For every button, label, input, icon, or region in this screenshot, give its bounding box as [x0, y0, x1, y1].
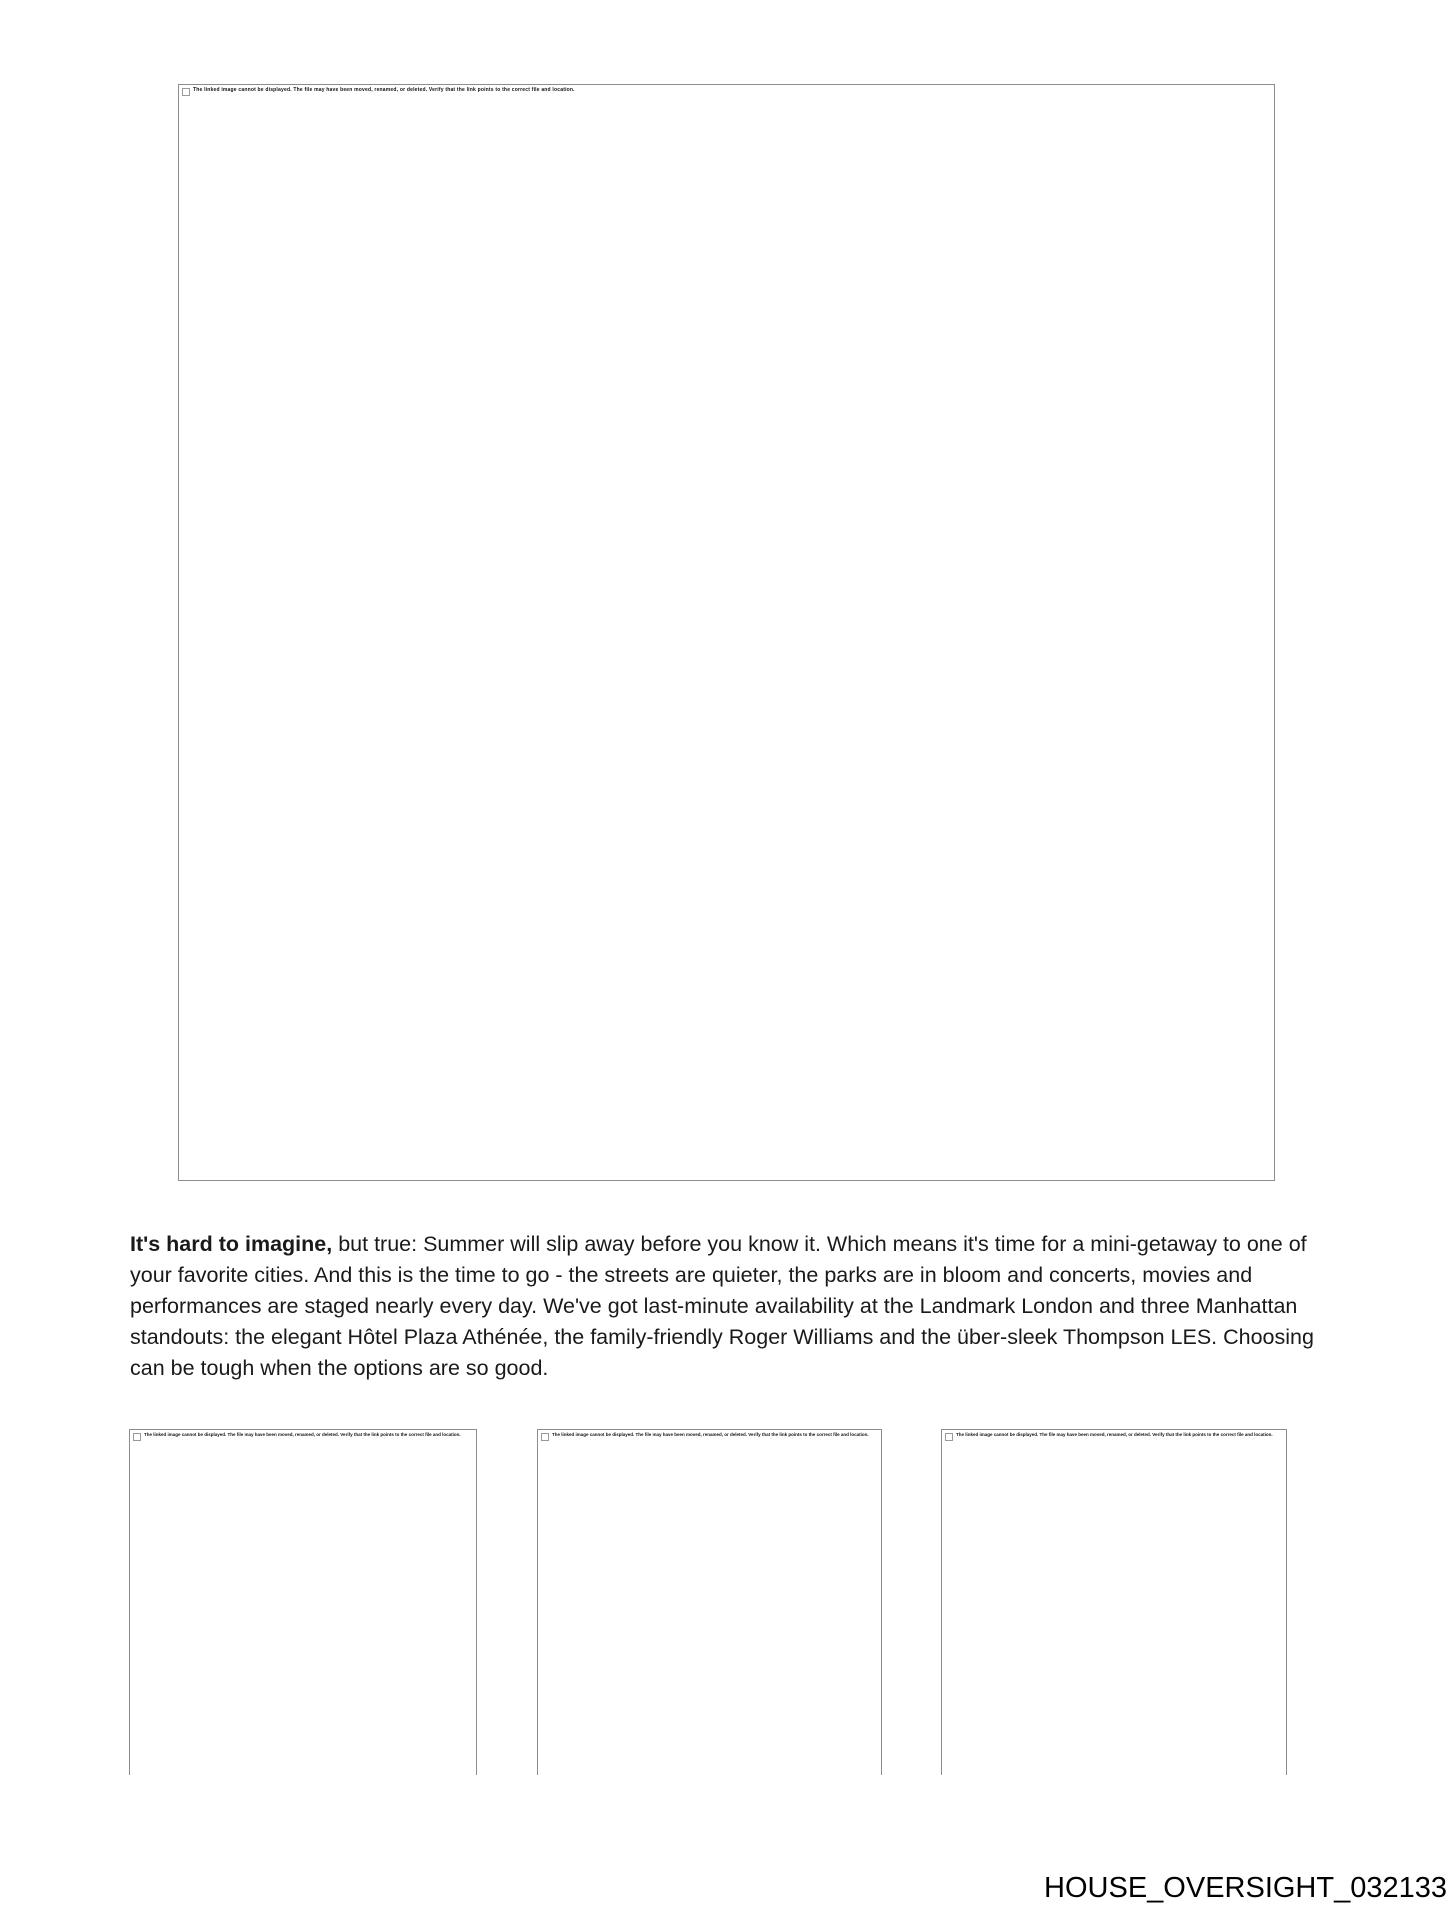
paragraph-bold-lead: It's hard to imagine,	[130, 1232, 333, 1256]
paragraph-line-5: can be tough when the options are so good.	[130, 1356, 549, 1380]
broken-image-icon	[133, 1433, 141, 1441]
broken-image-alt-row	[942, 1430, 1286, 1443]
broken-image-alt-row	[179, 85, 1274, 98]
broken-image-alt-text: The linked image cannot be displayed. The file may have been moved, renamed, or deleted. Verify that the link points to the correct file and location.	[552, 1432, 869, 1437]
broken-image-placeholder-2	[537, 1429, 882, 1775]
bates-number: HOUSE_OVERSIGHT_032133	[1044, 1872, 1447, 1904]
paragraph-line-2: your favorite cities. And this is the time to go - the streets are quieter, the parks are in bloom and concerts, movies and	[130, 1263, 1253, 1287]
broken-image-icon	[945, 1433, 953, 1441]
broken-image-alt-text: The linked image cannot be displayed. The file may have been moved, renamed, or deleted. Verify that the link points to the correct file and location.	[956, 1432, 1273, 1437]
broken-image-placeholder-3	[941, 1429, 1287, 1775]
broken-image-alt-text: The linked image cannot be displayed. The file may have been moved, renamed, or deleted. Verify that the link points to the correct file and location.	[144, 1432, 461, 1437]
paragraph-line-3: performances are staged nearly every day. We've got last-minute availability at the Landmark London and three Manhattan	[130, 1294, 1298, 1318]
paragraph-line-1	[130, 1229, 1380, 1260]
broken-image-placeholder-hero	[178, 84, 1275, 1181]
broken-image-alt-text: The linked image cannot be displayed. The file may have been moved, renamed, or deleted. Verify that the link points to the correct file and location.	[193, 87, 575, 93]
broken-image-icon	[182, 88, 190, 96]
body-paragraph	[130, 1229, 1380, 1384]
broken-image-alt-row	[130, 1430, 476, 1443]
paragraph-line-1-text: but true: Summer will slip away before you know it. Which means it's time for a mini-getaway to one of	[332, 1232, 1307, 1256]
broken-image-placeholder-1	[129, 1429, 477, 1775]
broken-image-alt-row	[538, 1430, 881, 1443]
paragraph-line-4: standouts: the elegant Hôtel Plaza Athénée, the family-friendly Roger Williams and the über-sleek Thompson LES. Choosing	[130, 1325, 1314, 1349]
broken-image-icon	[541, 1433, 549, 1441]
